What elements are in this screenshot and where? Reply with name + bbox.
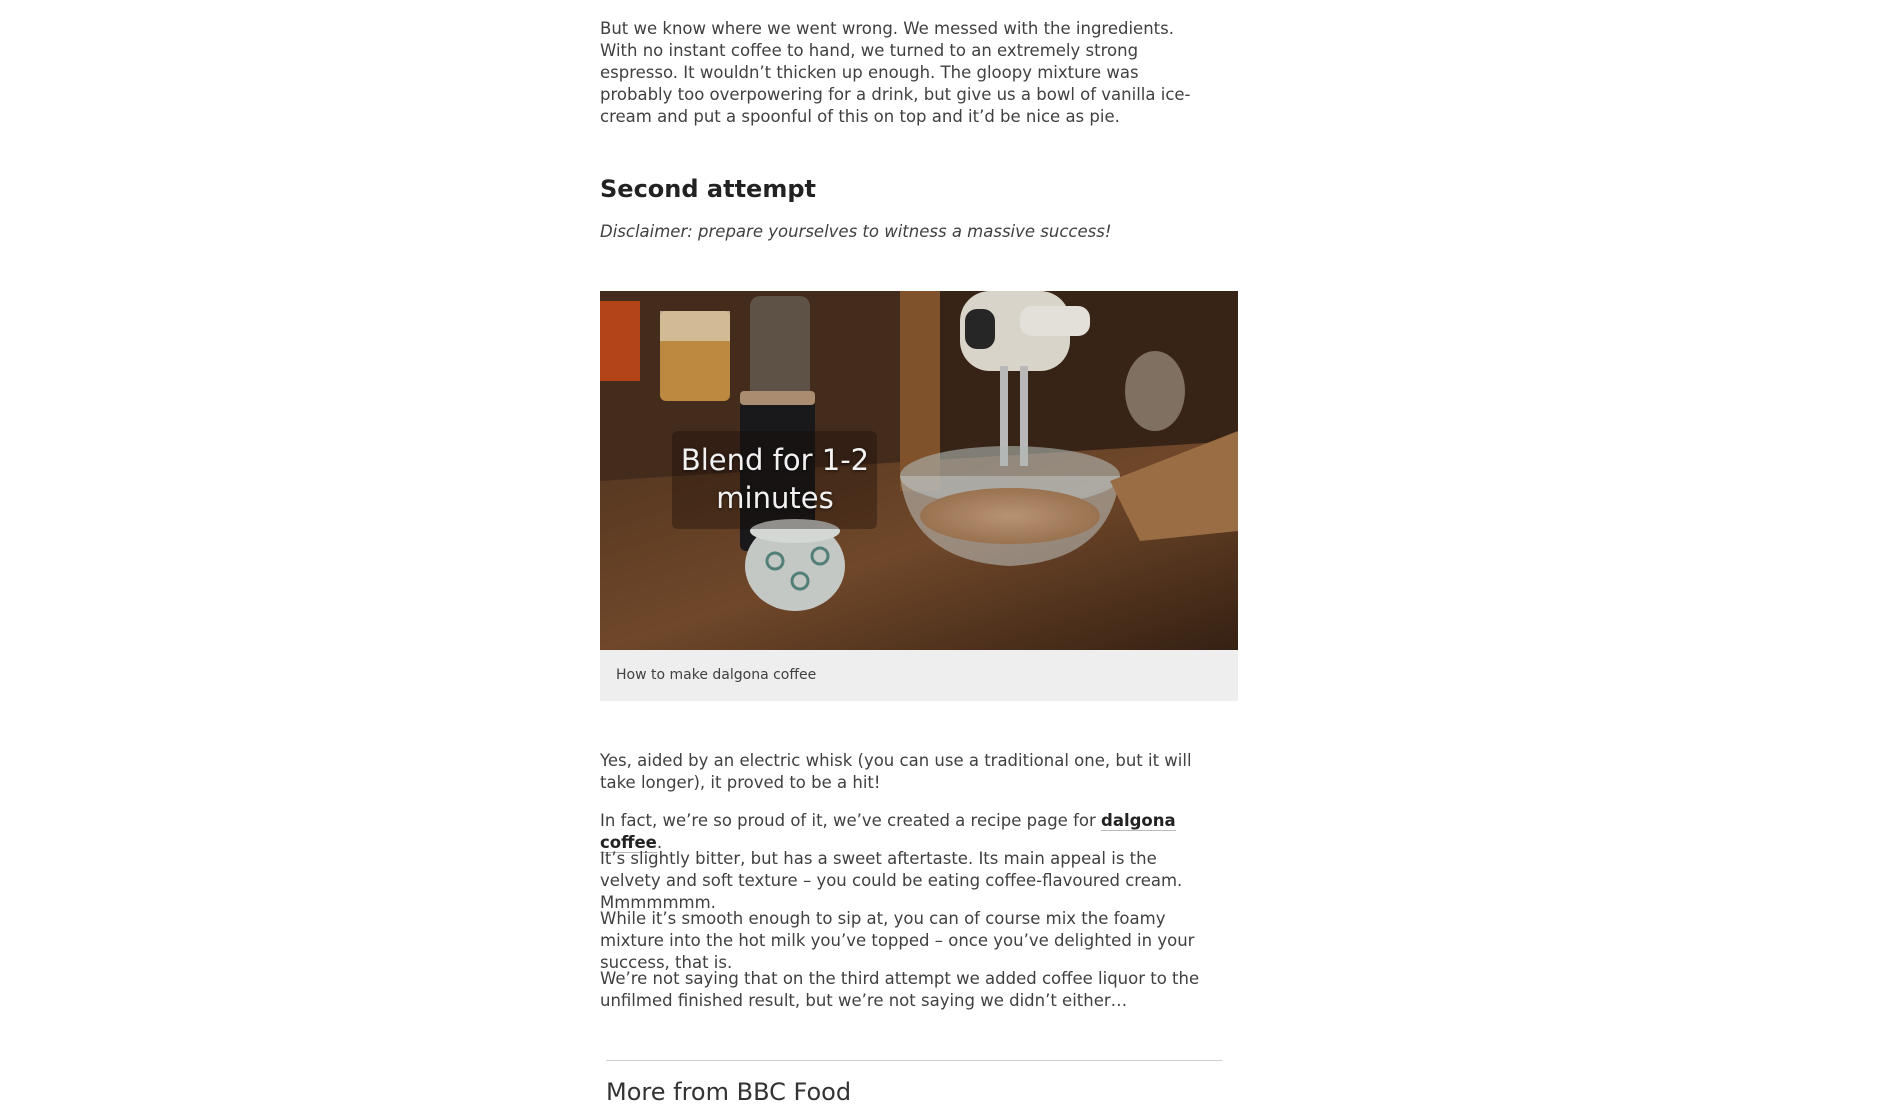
paragraph-text: In fact, we’re so proud of it, we’ve created a recipe page for	[600, 811, 1102, 830]
disclaimer-text: Disclaimer: prepare yourselves to witness a massive success!	[600, 222, 1112, 241]
video-caption-bar	[600, 650, 1238, 701]
more-from-heading: More from BBC Food	[606, 1078, 852, 1106]
dalgona-coffee-link[interactable]: dalgona coffee	[600, 811, 1176, 852]
article-paragraph: While it’s smooth enough to sip at, you can of course mix the foamy mixture into the hot milk you’ve topped – once you’ve delighted in your success, that is.	[600, 909, 1195, 972]
section-heading: Second attempt	[600, 175, 816, 203]
video-caption: How to make dalgona coffee	[616, 667, 817, 683]
paragraph-text: .	[656, 833, 663, 852]
article-paragraph: But we know where we went wrong. We messed with the ingredients. With no instant coffee to hand, we turned to an extremely strong espresso. It wouldn’t thicken up enough. The gloopy mixture was probably too overpowering for a drink, but give us a bowl of vanilla ice-cream and put a spoonful of this on top and it’d be nice as pie.	[600, 19, 1191, 126]
article-paragraph: It’s slightly bitter, but has a sweet aftertaste. Its main appeal is the velvety and soft texture – you could be eating coffee-flavoured cream. Mmmmmmm.	[600, 849, 1183, 912]
article-paragraph: We’re not saying that on the third attempt we added coffee liquor to the unfilmed finished result, but we’re not saying we didn’t either…	[600, 969, 1200, 1010]
video-player[interactable]	[600, 291, 1238, 650]
video-overlay-text: Blend for 1-2 minutes	[680, 443, 870, 515]
article-paragraph: Yes, aided by an electric whisk (you can use a traditional one, but it will take longer), it proved to be a hit!	[600, 751, 1192, 792]
section-divider	[606, 1060, 1222, 1061]
